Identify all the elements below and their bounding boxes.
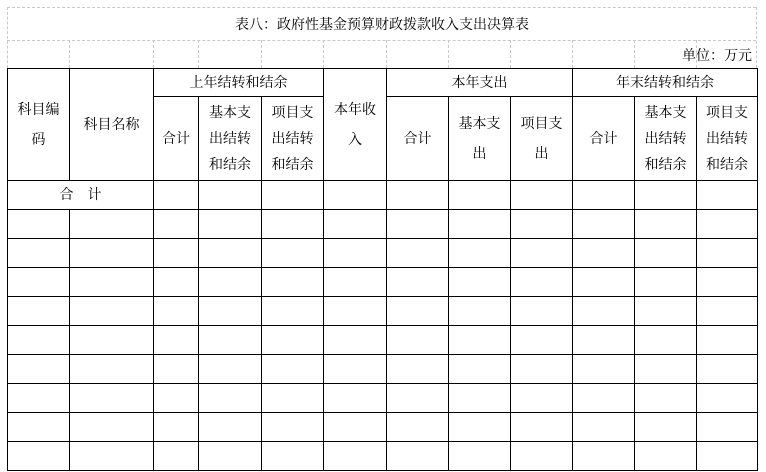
total-row — [8, 181, 758, 210]
table-cell[interactable] — [449, 384, 511, 413]
gridline — [261, 40, 262, 68]
table-cell[interactable] — [199, 181, 262, 210]
table-cell[interactable] — [70, 326, 154, 355]
table-body — [8, 181, 758, 210]
table-cell[interactable] — [154, 297, 199, 326]
table-cell[interactable] — [635, 413, 697, 442]
total-row-label[interactable]: 合 计 — [8, 181, 154, 210]
table-cell[interactable] — [8, 355, 70, 384]
table-cell[interactable] — [387, 384, 449, 413]
table-cell[interactable] — [511, 239, 573, 268]
table-row — [8, 442, 758, 471]
table-cell[interactable] — [199, 297, 262, 326]
table-row — [8, 384, 758, 413]
table-cell[interactable] — [449, 413, 511, 442]
table-row — [8, 326, 758, 355]
table-cell[interactable] — [387, 181, 449, 210]
table-cell[interactable] — [324, 297, 387, 326]
table-cell[interactable] — [697, 442, 758, 471]
table-cell[interactable] — [697, 181, 758, 210]
table-cell[interactable] — [697, 297, 758, 326]
table-cell[interactable] — [449, 268, 511, 297]
table-cell[interactable] — [573, 210, 635, 239]
table-cell[interactable] — [262, 297, 324, 326]
table-cell[interactable] — [324, 442, 387, 471]
table-cell[interactable] — [324, 181, 387, 210]
table-cell[interactable] — [387, 326, 449, 355]
table-cell[interactable] — [635, 355, 697, 384]
table-cell[interactable] — [449, 210, 511, 239]
table-cell[interactable] — [70, 442, 154, 471]
table-row — [8, 239, 758, 268]
table-cell[interactable] — [199, 210, 262, 239]
table-cell[interactable] — [8, 326, 70, 355]
table-title: 表八：政府性基金预算财政拨款收入支出决算表 — [235, 17, 529, 33]
table-cell[interactable] — [697, 384, 758, 413]
table-cell[interactable] — [635, 297, 697, 326]
table-cell[interactable] — [8, 413, 70, 442]
table-cell[interactable] — [387, 210, 449, 239]
table-cell[interactable] — [511, 413, 573, 442]
budget-table — [7, 68, 758, 471]
gridline — [69, 40, 70, 68]
table-cell[interactable] — [262, 210, 324, 239]
table-cell[interactable] — [70, 239, 154, 268]
table-row — [8, 355, 758, 384]
table-cell[interactable] — [199, 413, 262, 442]
table-cell[interactable] — [449, 326, 511, 355]
table-cell[interactable] — [8, 210, 70, 239]
header-end-project: 项目支 出结转 和结余 — [697, 97, 758, 181]
table-cell[interactable] — [697, 355, 758, 384]
table-cell[interactable] — [635, 442, 697, 471]
table-cell[interactable] — [449, 181, 511, 210]
table-cell[interactable] — [573, 297, 635, 326]
header-exp-project: 项目支 出 — [511, 97, 573, 181]
table-cell[interactable] — [324, 210, 387, 239]
header-prev-total: 合计 — [154, 97, 199, 181]
table-cell[interactable] — [573, 413, 635, 442]
table-cell[interactable] — [262, 268, 324, 297]
table-cell[interactable] — [154, 239, 199, 268]
table-cell[interactable] — [70, 355, 154, 384]
table-cell[interactable] — [154, 210, 199, 239]
table-cell[interactable] — [387, 239, 449, 268]
table-header — [8, 69, 758, 181]
gridline — [323, 40, 324, 68]
header-end-total: 合计 — [573, 97, 635, 181]
table-cell[interactable] — [449, 239, 511, 268]
table-cell[interactable] — [697, 268, 758, 297]
gridline — [153, 40, 154, 68]
header-prev-group: 上年结转和结余 — [154, 69, 324, 97]
header-end-basic: 基本支 出结转 和结余 — [635, 97, 697, 181]
table-cell[interactable] — [511, 181, 573, 210]
table-cell[interactable] — [70, 384, 154, 413]
table-cell[interactable] — [511, 442, 573, 471]
table-row — [8, 297, 758, 326]
table-cell[interactable] — [511, 355, 573, 384]
table-cell[interactable] — [199, 355, 262, 384]
table-cell[interactable] — [635, 326, 697, 355]
table-cell[interactable] — [697, 210, 758, 239]
table-cell[interactable] — [8, 239, 70, 268]
table-cell[interactable] — [8, 442, 70, 471]
table-cell[interactable] — [387, 355, 449, 384]
table-cell[interactable] — [511, 384, 573, 413]
table-cell[interactable] — [262, 355, 324, 384]
table-cell[interactable] — [70, 268, 154, 297]
table-cell[interactable] — [697, 326, 758, 355]
header-exp-group: 本年支出 — [387, 69, 573, 97]
table-cell[interactable] — [635, 210, 697, 239]
header-code: 科目编 码 — [8, 69, 70, 181]
table-cell[interactable] — [635, 181, 697, 210]
table-cell[interactable] — [573, 268, 635, 297]
table-cell[interactable] — [324, 384, 387, 413]
table-cell[interactable] — [154, 413, 199, 442]
table-cell[interactable] — [154, 326, 199, 355]
table-row — [8, 268, 758, 297]
header-prev-project: 项目支 出结转 和结余 — [262, 97, 324, 181]
header-exp-basic: 基本支 出 — [449, 97, 511, 181]
table-cell[interactable] — [262, 181, 324, 210]
table-cell[interactable] — [387, 268, 449, 297]
table-cell[interactable] — [573, 181, 635, 210]
table-cell[interactable] — [324, 239, 387, 268]
table-cell[interactable] — [387, 442, 449, 471]
table-cell[interactable] — [324, 326, 387, 355]
header-name: 科目名称 — [70, 69, 154, 181]
table-cell[interactable] — [573, 442, 635, 471]
table-cell[interactable] — [199, 384, 262, 413]
header-income: 本年收 入 — [324, 69, 387, 181]
table-cell[interactable] — [573, 239, 635, 268]
table-cell[interactable] — [154, 384, 199, 413]
gridline — [198, 40, 199, 68]
table-cell[interactable] — [573, 355, 635, 384]
gridline — [510, 40, 511, 68]
unit-label: 单位：万元 — [682, 48, 752, 64]
table-row — [8, 210, 758, 239]
empty-rows — [8, 210, 758, 471]
table-cell[interactable] — [262, 384, 324, 413]
table-cell[interactable] — [70, 297, 154, 326]
table-cell[interactable] — [573, 384, 635, 413]
table-cell[interactable] — [573, 326, 635, 355]
table-cell[interactable] — [8, 268, 70, 297]
table-cell[interactable] — [199, 239, 262, 268]
table-cell[interactable] — [449, 355, 511, 384]
gridline — [572, 40, 573, 68]
table-cell[interactable] — [154, 355, 199, 384]
table-cell[interactable] — [324, 355, 387, 384]
header-prev-basic: 基本支 出结转 和结余 — [199, 97, 262, 181]
gridline — [448, 40, 449, 68]
table-cell[interactable] — [324, 413, 387, 442]
gridline — [634, 40, 635, 68]
table-cell[interactable] — [262, 442, 324, 471]
header-exp-total: 合计 — [387, 97, 449, 181]
table-cell[interactable] — [387, 413, 449, 442]
table-cell[interactable] — [511, 297, 573, 326]
table-cell[interactable] — [324, 268, 387, 297]
table-cell[interactable] — [154, 181, 199, 210]
table-cell[interactable] — [635, 384, 697, 413]
table-cell[interactable] — [511, 326, 573, 355]
table-cell[interactable] — [199, 268, 262, 297]
table-cell[interactable] — [262, 239, 324, 268]
table-cell[interactable] — [262, 326, 324, 355]
gridline — [756, 7, 757, 68]
gridline — [386, 40, 387, 68]
table-cell[interactable] — [8, 297, 70, 326]
table-cell[interactable] — [635, 268, 697, 297]
table-cell[interactable] — [199, 442, 262, 471]
table-cell[interactable] — [70, 210, 154, 239]
table-cell[interactable] — [449, 442, 511, 471]
table-cell[interactable] — [8, 384, 70, 413]
table-cell[interactable] — [635, 239, 697, 268]
table-cell[interactable] — [511, 210, 573, 239]
table-cell[interactable] — [199, 326, 262, 355]
table-cell[interactable] — [262, 413, 324, 442]
table-cell[interactable] — [154, 442, 199, 471]
table-row — [8, 413, 758, 442]
table-cell[interactable] — [387, 297, 449, 326]
header-end-group: 年末结转和结余 — [573, 69, 758, 97]
table-cell[interactable] — [70, 413, 154, 442]
table-cell[interactable] — [154, 268, 199, 297]
table-cell[interactable] — [697, 413, 758, 442]
table-cell[interactable] — [697, 239, 758, 268]
table-cell[interactable] — [449, 297, 511, 326]
table-cell[interactable] — [511, 268, 573, 297]
